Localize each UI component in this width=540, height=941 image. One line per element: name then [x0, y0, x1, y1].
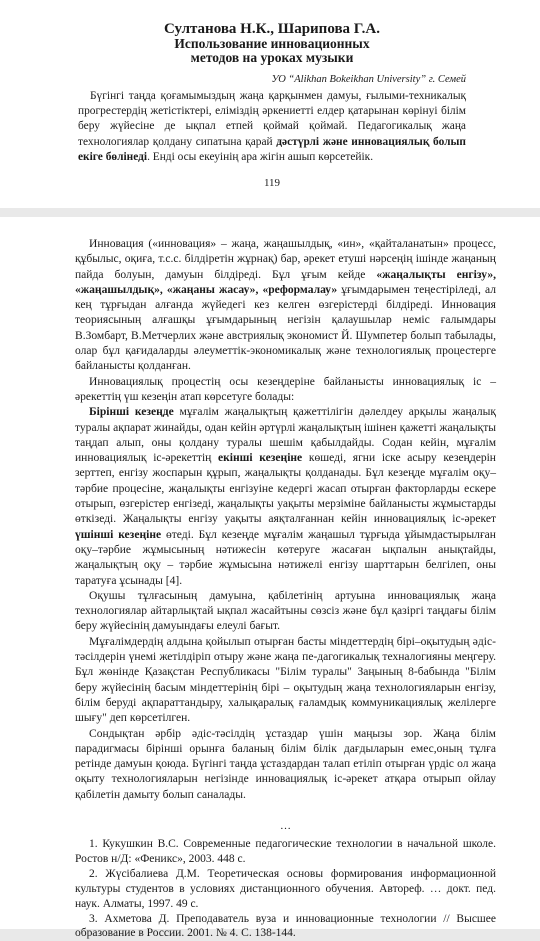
abstract	[78, 89, 466, 165]
p1-bold: «жаңалықты енгізу», «жаңашылдық», «жаңаны жасау», «реформалау»	[75, 268, 496, 296]
p3-bold-2: екінші кезеңіне	[218, 452, 303, 465]
reference-1: 1. Кукушкин В.С. Современные педагогические технологии в начальной школе. Ростов н/Д: «Феникс», 2003. 448 с.	[75, 837, 496, 865]
p3-text-b: көшеді, ягни іске асыру кезеңдерін зерттеп, енгізу жоспарын құрып, жаңалықты қолданады. Бұл кезеңде мұғалім оқу–тәрбие процесіне, жаңалықты енгізуіне кедергі жасап отырған факторларды ескере отырып, өзгерістер енгізеді, жаңалықты уақыты мерзіміне байланысты жұмыстарды өткізеді. Жаңалықты енгізу уақыты аяқталғаннан кейін инновациялық іс-әрекет	[75, 452, 496, 526]
page-bottom	[0, 217, 540, 940]
paragraph-6: Сондықтан әрбір әдіс-тәсілдің ұстаздар үшін маңызы зор. Жаңа білім парадигмасы бірінші орынға баланың білім білік дағдыларын емес,оның тұлға ретінде дамуын қоюда. Бүгінгі таңда ұстаздардан талап етіліп отырған үрдіс ол жаңа оқыту технологияларын негізінде инновациялық іс-әрекет атқара отырып ойлау қабілетін дамыту болып саналады.	[75, 727, 496, 801]
affiliation: УО “Alikhan Bokeikhan University” г. Семей	[271, 74, 466, 85]
paragraph-5: Мұғалімдердің алдына қойылып отырған басты міндеттердің бірі–оқытудың әдіс-тәсілдерін үнемі жетілдіріп отыру және жаңа пе-дагогикалық техналогияны меңгеру. Бұл жөнінде Қазақстан Республикасы "Білім туралы" Заңының 8-бабында "Білім беру жүйесінің басым міндеттерінің бірі – оқытудың жаңа технологияларын енгізу, білім беруді ақпараттандыру, халықаралық ғаламдық коммуникациялық желілерге шығу" деп көрсетілген.	[75, 635, 496, 725]
p3-text-c: өтеді. Бұл кезеңде мұғалім жаңашыл тұрғыда ұйымдастырылған оқу–тәрбие жұмысының нәтижесін көтеруге жасаған ықпалын анықтайды, жаңалықтың оқу – тәрбие жұмысына нәтижелі енгізу шарттарын белгілеп, оны таратуға ұсынады [4].	[75, 528, 496, 587]
title-line-2: методов на уроках музыки	[190, 50, 354, 65]
p1-text-c: ұғымдарымен теңестіріледі, ал кең тұрғыдан алғанда жүйедегі кез келген өзгерістерді білдіреді. Инновация теориясының алғашқы ұғымдарының негізін қалаушылар неміс ғалымдары В.Зомбарт, В.Метчерлих және австриялық экономист Й. Шумпетер болып табылады, олар бұл қағидаларды әлеуметтік-экономикалық және технологиялық процестерге байланысты қолданған.	[75, 283, 496, 373]
reference-2: 2. Жүсібалиева Д.М. Теоретическая основы формирования информационной культуры студентов в условиях дистанционного обучения. Автореф. … докт. пед. наук. Алматы, 1997. 49 с.	[75, 867, 496, 910]
p3-bold-3: үшінші кезеңіне	[75, 528, 162, 541]
authors: Султанова Н.К., Шарипова Г.А.	[164, 21, 380, 37]
title-line-1: Использование инновационных	[174, 36, 370, 51]
paragraph-4: Оқушы тұлғасының дамуына, қабілетінің артуына инновациялық жаңа технологиялар айтарлықтай ықпал жасайтыны сөзсіз және бұл қазіргі таңдағы білім беру жүйесінің дамуындағы елеулі бағыт.	[75, 589, 496, 633]
title-block	[78, 22, 466, 65]
section-separator: …	[280, 819, 291, 832]
paragraph-3	[75, 405, 496, 589]
abstract-bold: дәстүрлі және инновациялық болып екіге бөлінеді	[78, 135, 466, 163]
reference-3: 3. Ахметова Д. Преподаватель вуза и инновационные технологии // Высшее образование в России. 2001. № 4. С. 138-144.	[75, 912, 496, 940]
paragraph-2: Инновациялық процестің осы кезеңдеріне байланысты инновациялық іс – әрекеттің үш кезеңін атап көрсетуге болады:	[75, 375, 496, 403]
p3-text-a: мұғалім жаңалықтың қажеттілігін дәлелдеу арқылы жаңалық туралы ақпарат жинайды, одан кейін әртүрлі жаңалықтың ішінен қажетті жаңалықты таңдап алып, оны қолдану туралы шешім қабылдайды. Содан кейін, мұғалім инновациялық іс-әрекеттің	[75, 406, 497, 465]
p3-bold-1: Бірінші кезеңде	[89, 406, 174, 419]
page-number: 119	[263, 177, 281, 190]
abstract-end: . Енді осы екеуінің ара жігін ашып көрсетейік.	[147, 150, 374, 163]
abstract-text: Бүгінгі таңда қоғамымыздың жаңа қарқынмен дамуы, ғылыми-техникалық прогрестердің жетістіктері, еліміздің әркениетті елдер қатарынан көрінуі білім беру жүйесіне де ықпал етпей қоймай қоймай. Педагогикалық жаңа технологиялар қолдану сипатына қарай	[78, 90, 466, 148]
page-top	[0, 0, 540, 208]
paragraph-1	[75, 237, 496, 375]
p1-text-a: Инновация («инновация» – жаңа, жаңашылдық, «ин», «қайталанатын» процесс, құбылыс, оқиға, т.с.с. білдіретін жұрнақ) бар, әрекет етуші нәрсеңің ішінде жаңаның пайда болуын, дамуын білдіреді. Бұл ұғым кейде	[75, 238, 496, 281]
